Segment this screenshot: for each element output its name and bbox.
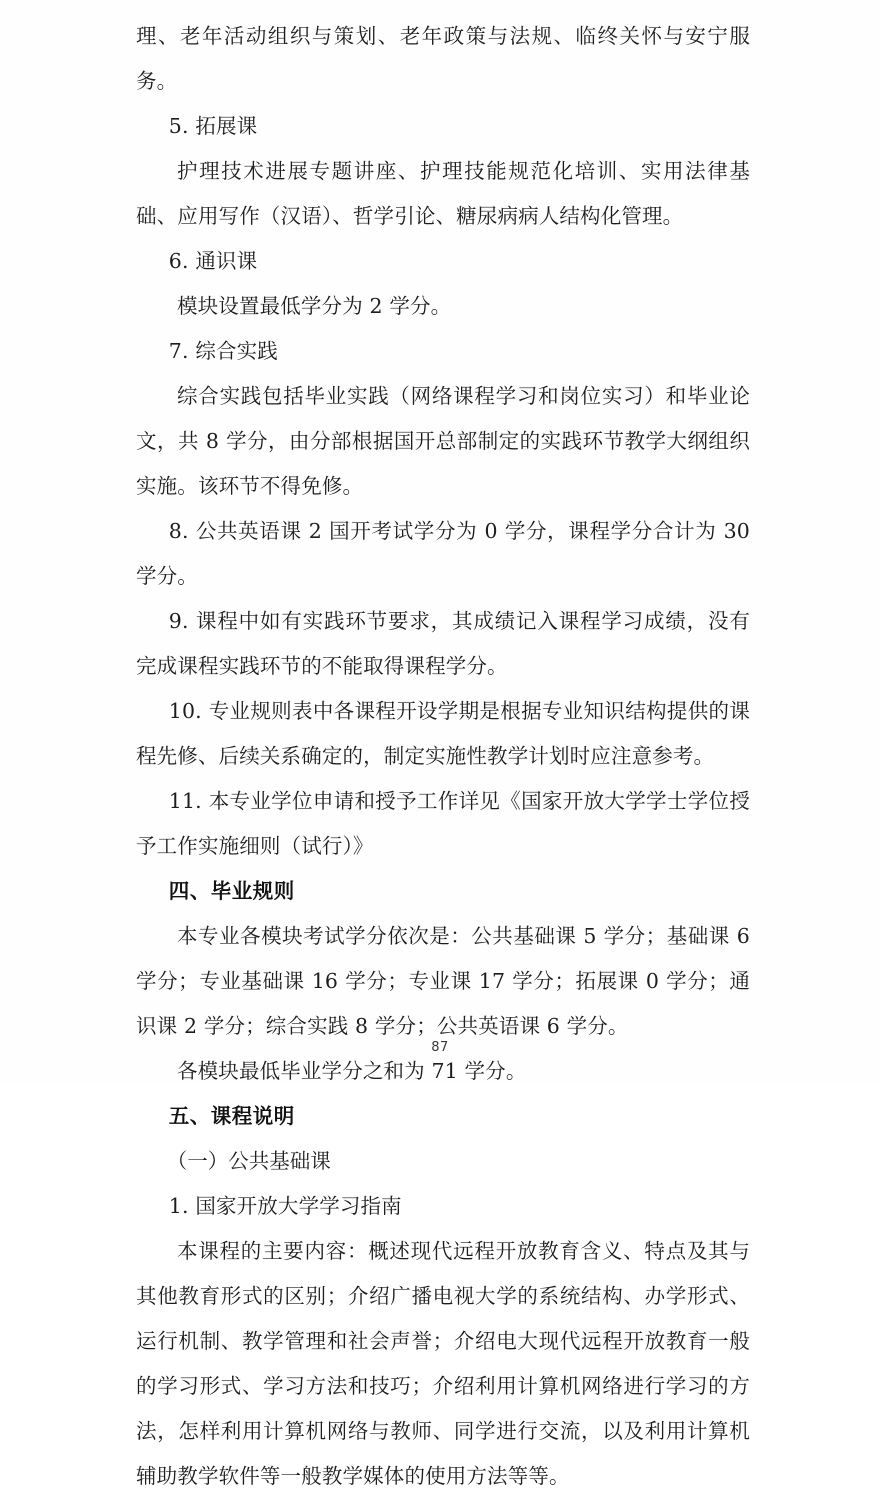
clause-1-ouc-study-guide-title: 1. 国家开放大学学习指南 (168, 1194, 402, 1218)
paragraph-general-education-credits: 模块设置最低学分为 2 学分。 (177, 294, 452, 318)
clause-6-general-education-title: 6. 通识课 (168, 249, 258, 273)
paragraph-total-minimum-credits: 各模块最低毕业学分之和为 71 学分。 (177, 1059, 527, 1083)
paragraph-elderly-care-courses-continued: 理、老年活动组织与策划、老年政策与法规、临终关怀与安宁服务。 (136, 24, 750, 93)
clause-11-degree-application: 11. 本专业学位申请和授予工作详见《国家开放大学学士学位授予工作实施细则（试行）》 (136, 789, 750, 858)
heading-section-four-graduation-rules: 四、毕业规则 (168, 879, 295, 903)
page-number-footer: 87 (431, 1040, 449, 1055)
heading-section-five-course-description: 五、课程说明 (168, 1104, 295, 1128)
subheading-one-public-basic-courses: （一）公共基础课 (166, 1149, 331, 1173)
clause-7-comprehensive-practice-title: 7. 综合实践 (168, 339, 278, 363)
clause-5-extension-courses-title: 5. 拓展课 (168, 114, 258, 138)
clause-9-practice-requirement: 9. 课程中如有实践环节要求，其成绩记入课程学习成绩，没有完成课程实践环节的不能取得课程学分。 (136, 609, 750, 678)
paragraph-comprehensive-practice-detail: 综合实践包括毕业实践（网络课程学习和岗位实习）和毕业论文，共 8 学分，由分部根据国开总部制定的实践环节教学大纲组织实施。该环节不得免修。 (136, 384, 750, 498)
page-text-column (136, 14, 750, 1499)
paragraph-study-guide-content: 本课程的主要内容：概述现代远程开放教育含义、特点及其与其他教育形式的区别；介绍广播电视大学的系统结构、办学形式、运行机制、教学管理和社会声誉；介绍电大现代远程开放教育一般的学习形式、学习方法和技巧；介绍利用计算机网络进行学习的方法，怎样利用计算机网络与教师、同学进行交流，以及利用计算机辅助教学软件等一般教学媒体的使用方法等等。 (136, 1239, 750, 1488)
paragraph-module-exam-credits: 本专业各模块考试学分依次是：公共基础课 5 学分；基础课 6 学分；专业基础课 16 学分；专业课 17 学分；拓展课 0 学分；通识课 2 学分；综合实践 8 学分；公共英语课 6 学分。 (136, 924, 750, 1038)
clause-10-course-semester-sequence: 10. 专业规则表中各课程开设学期是根据专业知识结构提供的课程先修、后续关系确定的，制定实施性教学计划时应注意参考。 (136, 699, 750, 768)
clause-8-public-english-credits: 8. 公共英语课 2 国开考试学分为 0 学分，课程学分合计为 30 学分。 (136, 519, 750, 588)
paragraph-extension-course-list: 护理技术进展专题讲座、护理技能规范化培训、实用法律基础、应用写作（汉语）、哲学引论、糖尿病病人结构化管理。 (136, 159, 750, 228)
